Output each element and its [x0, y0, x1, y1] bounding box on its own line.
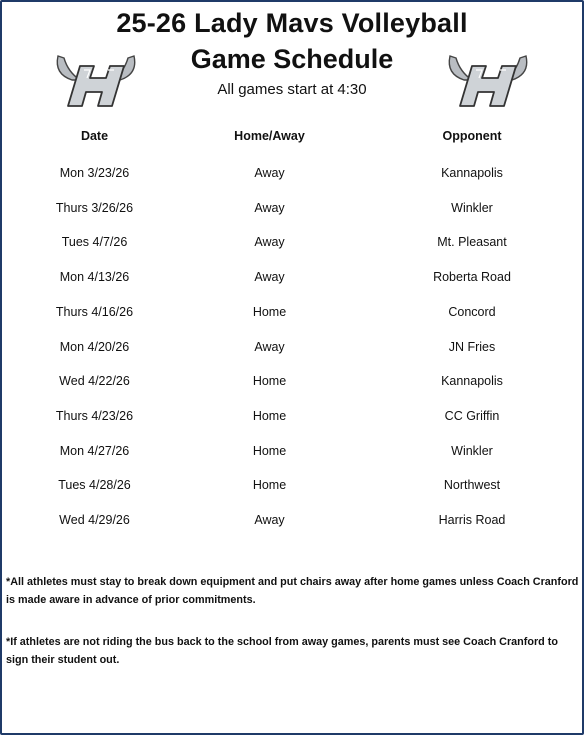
opponent-cell: Concord — [448, 304, 496, 319]
home-away-cell: Away — [254, 270, 285, 285]
table-row — [2, 305, 582, 325]
date-cell: Mon 3/23/26 — [59, 166, 130, 180]
bull-horns-h-logo-left-icon — [50, 48, 142, 112]
table-row — [2, 270, 582, 290]
home-away-cell: Away — [254, 339, 285, 354]
date-cell: Tues 4/7/26 — [61, 235, 128, 250]
date-cell: Thurs 3/26/26 — [55, 200, 134, 215]
home-away-cell: Home — [252, 478, 287, 493]
table-row — [2, 201, 582, 221]
date-cell: Wed 4/22/26 — [59, 374, 130, 389]
home-away-cell: Away — [254, 513, 285, 527]
home-games-note: *All athletes must stay to break down equipment and put chairs away after home games unless Coach Cranford is made aware in advance of prior commitments. — [6, 576, 579, 606]
table-row — [2, 340, 582, 360]
home-away-cell: Away — [254, 200, 285, 215]
bull-horns-h-logo-right-icon — [442, 48, 534, 112]
table-row — [2, 166, 582, 186]
start-time-note: All games start at 4:30 — [217, 81, 367, 98]
table-row — [2, 374, 582, 394]
home-away-cell: Home — [252, 408, 287, 423]
opponent-cell: Kannapolis — [441, 374, 503, 389]
date-cell: Tues 4/28/26 — [58, 478, 131, 493]
page-subtitle-heading: Game Schedule — [190, 44, 394, 74]
away-games-note: *If athletes are not riding the bus back to the school from away games, parents must see Coach Cranford to sign their student out. — [6, 636, 558, 666]
date-cell: Mon 4/20/26 — [59, 339, 130, 354]
table-row — [2, 513, 582, 533]
column-header-date: Date — [80, 129, 109, 143]
date-cell: Thurs 4/23/26 — [55, 408, 134, 423]
table-row — [2, 235, 582, 255]
home-away-cell: Away — [254, 235, 285, 250]
home-away-cell: Home — [252, 443, 287, 458]
opponent-cell: Northwest — [443, 478, 501, 493]
table-row — [2, 444, 582, 464]
column-header-opponent: Opponent — [442, 129, 502, 143]
opponent-cell: Winkler — [451, 443, 493, 458]
date-cell: Mon 4/27/26 — [59, 443, 130, 458]
date-cell: Thurs 4/16/26 — [55, 304, 134, 319]
date-cell: Wed 4/29/26 — [59, 513, 130, 527]
home-away-cell: Home — [252, 304, 287, 319]
opponent-cell: JN Fries — [448, 339, 496, 354]
opponent-cell: Harris Road — [438, 513, 506, 527]
opponent-cell: Roberta Road — [433, 270, 511, 285]
opponent-cell: Winkler — [451, 200, 493, 215]
table-row — [2, 478, 582, 498]
page-title: 25-26 Lady Mavs Volleyball — [116, 8, 468, 38]
opponent-cell: CC Griffin — [444, 408, 500, 423]
column-header-home-away: Home/Away — [234, 129, 305, 143]
date-cell: Mon 4/13/26 — [59, 270, 130, 285]
table-row — [2, 409, 582, 429]
home-away-cell: Away — [254, 166, 285, 180]
opponent-cell: Mt. Pleasant — [437, 235, 507, 250]
opponent-cell: Kannapolis — [441, 166, 503, 180]
home-away-cell: Home — [252, 374, 287, 389]
